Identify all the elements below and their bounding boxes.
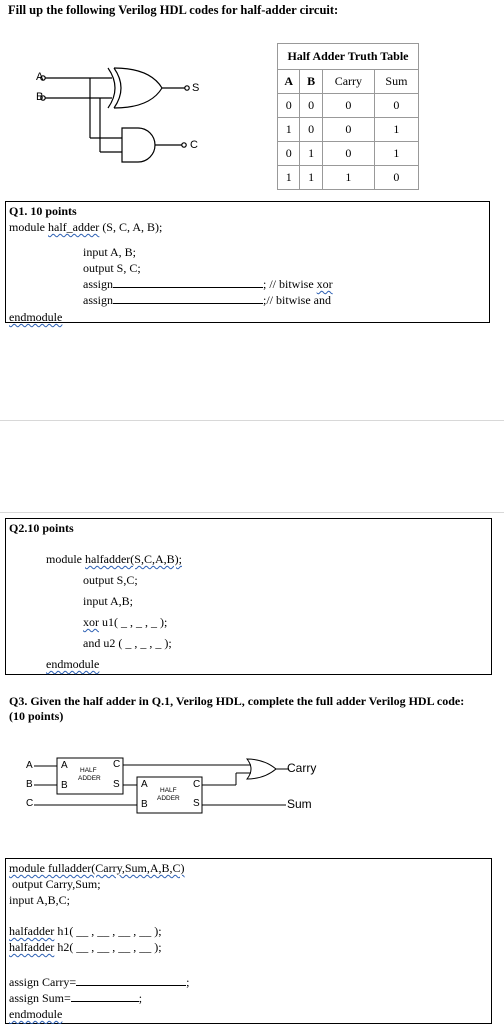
ha2-label: HALF: [160, 787, 177, 794]
cell: 1: [300, 166, 322, 190]
fa-input-b: B: [26, 779, 33, 790]
q3-input-line: input A,B,C;: [9, 893, 71, 907]
table-row: [278, 142, 419, 166]
q3-assign-sum: assign Sum= ;: [9, 991, 143, 1005]
module-name: half_adder: [48, 220, 100, 234]
cell: 1: [374, 142, 418, 166]
table-row: [278, 118, 419, 142]
q1-assign1-line: [83, 277, 333, 292]
half-adder-circuit-diagram: [30, 62, 220, 172]
ha1-port-c: C: [113, 759, 121, 770]
q3-inst2-line: [9, 940, 162, 955]
ha1-label: HALF: [80, 767, 97, 774]
q2-and-line: and u2 ( _ , _ , _ );: [83, 636, 172, 650]
inst2-rest: h2( __ , __ , __ , __ );: [57, 940, 162, 954]
q3-title: Q3. Given the half adder in Q.1, Verilog HDL, complete the full adder Verilog HDL code:: [9, 694, 465, 708]
ha1-port-a: A: [61, 760, 68, 771]
q2-output-line: output S,C;: [83, 573, 138, 587]
ha1-label2: ADDER: [78, 775, 101, 782]
fa-out-sum: Sum: [287, 797, 312, 811]
input-a-label: A: [36, 71, 44, 83]
ha1-port-s: S: [113, 779, 120, 790]
keyword: module: [46, 552, 82, 566]
cell: 0: [374, 166, 418, 190]
fa-input-a: A: [26, 760, 33, 771]
blank-field[interactable]: [113, 277, 263, 288]
q2-xor-line: [83, 615, 167, 630]
q1-title: Q1. 10 points: [9, 204, 77, 218]
q3-output-line: output Carry,Sum;: [12, 877, 101, 891]
q3-module-line: module fulladder(Carry,Sum,A,B,C): [9, 861, 185, 875]
output-s-label: S: [192, 82, 200, 94]
assign-sum-label: assign Sum=: [9, 991, 71, 1005]
fa-out-carry: Carry: [287, 761, 317, 775]
page-title: Fill up the following Verilog HDL codes for half-adder circuit:: [8, 3, 339, 17]
assign-comment: ;// bitwise and: [263, 293, 331, 307]
cell: 1: [300, 142, 322, 166]
ha2-port-a: A: [141, 779, 148, 790]
blank-field[interactable]: [76, 975, 186, 986]
q2-box: [5, 518, 492, 675]
cell: 0: [278, 94, 300, 118]
ha2-port-c: C: [193, 779, 201, 790]
assign-carry-label: assign Carry=: [9, 975, 77, 989]
cell: 0: [374, 94, 418, 118]
ha2-port-b: B: [141, 799, 148, 810]
cell: 0: [322, 94, 374, 118]
cell: 0: [300, 94, 322, 118]
cell: 0: [300, 118, 322, 142]
header-b: B: [300, 70, 322, 94]
q1-assign2-line: [83, 293, 331, 308]
halfadder-keyword: halfadder: [9, 940, 55, 954]
keyword: module: [9, 220, 45, 234]
ha1-port-b: B: [61, 780, 68, 791]
blank-field[interactable]: [113, 293, 263, 304]
table-row: [278, 94, 419, 118]
q1-endmodule: endmodule: [9, 310, 63, 324]
cell: 0: [322, 118, 374, 142]
q2-input-line: input A,B;: [83, 594, 134, 608]
input-b-label: B: [36, 91, 44, 103]
q2-module-line: [46, 552, 182, 567]
output-c-label: C: [190, 139, 198, 151]
cell: 1: [278, 166, 300, 190]
fa-input-c: C: [26, 798, 34, 809]
ha2-label2: ADDER: [157, 795, 180, 802]
q3-subtitle: (10 points): [9, 709, 64, 723]
q3-inst1-line: [9, 924, 162, 939]
q1-input-line: input A, B;: [83, 245, 137, 259]
cell: 1: [374, 118, 418, 142]
xor-rest: u1( _ , _ , _ );: [102, 615, 168, 629]
header-carry: Carry: [322, 70, 374, 94]
header-a: A: [278, 70, 300, 94]
truth-table-caption: Half Adder Truth Table: [278, 44, 419, 70]
header-sum: Sum: [374, 70, 418, 94]
module-args: (S, C, A, B);: [102, 220, 163, 234]
q1-module-line: [9, 220, 162, 235]
cell: 1: [322, 166, 374, 190]
assign-comment: ; // bitwise: [263, 277, 314, 291]
xor-word: xor: [316, 277, 333, 291]
cell: 0: [322, 142, 374, 166]
q2-endmodule: endmodule: [46, 657, 100, 671]
q2-title: Q2.10 points: [9, 521, 74, 535]
xor-keyword: xor: [83, 615, 99, 629]
inst1-rest: h1( __ , __ , __ , __ );: [57, 924, 162, 938]
assign-keyword: assign: [83, 293, 113, 307]
blank-field[interactable]: [71, 991, 139, 1002]
module-name: halfadder(S,C,A,B);: [85, 552, 182, 566]
truth-table: [277, 43, 419, 190]
ha2-port-s: S: [193, 798, 200, 809]
q3-assign-carry: assign Carry= ;: [9, 975, 190, 989]
cell: 0: [278, 142, 300, 166]
q3-endmodule: endmodule: [9, 1007, 63, 1021]
table-row: [278, 166, 419, 190]
q1-output-line: output S, C;: [83, 261, 141, 275]
halfadder-keyword: halfadder: [9, 924, 55, 938]
assign-keyword: assign: [83, 277, 113, 291]
cell: 1: [278, 118, 300, 142]
